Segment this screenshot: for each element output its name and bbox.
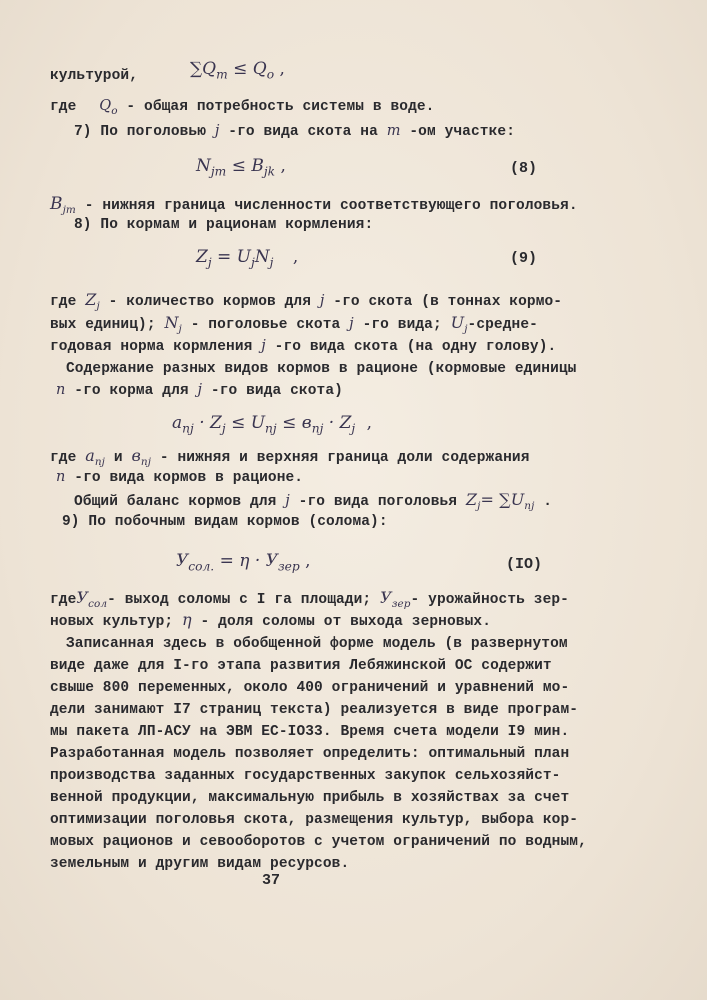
subscript: jm [62,203,76,216]
text: земельным и другим видам ресурсов. [50,856,350,872]
text: где [50,450,77,466]
symbol: η [182,610,192,629]
text: Содержание разных видов кормов в рационе (кормовые единицы [66,361,577,377]
text: -го вида скота на [228,124,378,140]
subscript: j [221,421,226,436]
formula-part: · Z [199,413,222,433]
text-line [50,66,138,86]
text: производства заданных государственных закупок сельхозяйст- [50,768,561,784]
symbol: m [386,123,401,139]
text-line [50,854,349,874]
text-line [50,610,491,632]
text-line [50,656,552,676]
text: -го корма для [74,383,189,399]
text: где [50,592,77,608]
formula-part: · Z [328,413,352,433]
text: 8) По кормам и рационам кормления: [74,217,374,233]
symbol: j [319,293,325,309]
formula-part: a [172,413,183,433]
text-line [62,512,388,532]
text: виде даже для I-го этапа развития Лебяжинской ОС содержит [50,658,552,674]
formula-9: $Z_j = U_jN_j$ , [196,247,299,270]
symbol: У [76,588,89,607]
text: -го вида скота) [210,383,343,399]
subscript: o [111,104,118,117]
subscript: j [477,499,481,512]
subscript: jk [263,164,276,179]
text-line [74,215,373,235]
subscript: зер [277,559,300,574]
subscript: j [96,299,100,312]
symbol: У [380,588,392,607]
text-line [50,678,569,698]
text: Записанная здесь в обобщенной форме модель (в развернутом [66,636,568,652]
formula-sum-water: $\sum Q_m \le Q_o$ , [190,59,285,82]
subscript: o [266,67,275,82]
text-line [50,380,343,401]
text: венной продукции, максимальную прибыль в хозяйствах за счет [50,790,570,806]
subscript: nj [94,455,106,468]
text: -ом участке: [409,124,515,140]
text: и [113,450,123,466]
text: - доля соломы от выхода зерновых. [200,614,491,630]
text-line [50,467,303,488]
text: - поголовье скота [190,317,341,333]
formula-part: ≤ U [231,413,266,433]
formula-8: $N_{jm} \le B_{jk}$ , [196,156,286,179]
text: - нижняя и верхняя граница доли содержания [159,450,530,466]
subscript: j [464,322,468,335]
text: 9) По побочным видам кормов (солома): [62,514,388,530]
symbol: в [131,446,141,465]
page-number: 37 [262,872,281,889]
equation-number: (8) [510,160,538,177]
text-line [66,359,576,379]
text: где [50,294,77,310]
subscript: nj [265,421,277,436]
symbol: N [164,313,179,332]
text-line [50,832,587,852]
text: мы пакета ЛП-АСУ на ЭВМ ЕС-IO33. Время счета модели I9 мин. [50,724,570,740]
formula-part: N [254,247,270,267]
formula-part: = U [217,247,251,267]
text: - выход соломы с I га площади; [107,592,372,608]
formula-part: = η · У [219,551,278,571]
text: мовых рационов и севооборотов с учетом ограничений по водным, [50,834,587,850]
text: - количество кормов для [108,294,312,310]
subscript: nj [311,421,324,436]
text: -го скота (в тоннах кормо- [333,294,563,310]
text: годовая норма кормления [50,339,253,355]
text-line: Общий баланс кормов для j -го вида поголовья $Z_j= \sum U_{nj}$ . [74,490,553,512]
symbol: Q [99,98,112,114]
equation-number: (IO) [506,556,543,573]
formula-part: ≤ в [282,413,312,433]
subscript: nj [140,455,152,468]
text: свыше 800 переменных, около 400 ограничений и уравнений мо- [50,680,570,696]
symbol: B [50,194,63,214]
text-line [66,634,568,654]
formula-part: ∑Q [190,59,217,79]
equation-number: (9) [510,250,538,267]
subscript: nj [182,421,194,436]
symbol: j [261,338,266,354]
text: где [50,99,77,115]
subscript: jm [210,164,227,179]
text-line [50,722,569,742]
formula-part: Z [196,247,208,267]
symbol: j [349,316,354,332]
symbol: j [197,382,203,398]
text-line [50,788,569,808]
text: -го вида кормов в рационе. [74,470,304,486]
text-line [50,810,578,830]
text: - урожайность зер- [410,592,569,608]
text: культурой, [50,68,139,84]
text: оптимизации поголовья скота, размещения культур, выбора кор- [50,812,579,828]
formula-part: N [196,156,211,176]
subscript: nj [524,499,535,512]
text: Разработанная модель позволяет определить: оптимальный план [50,746,570,762]
text: 7) По поголовью [74,124,207,140]
symbol: n [56,382,66,398]
text: новых культур; [50,614,174,630]
text-line [50,96,434,121]
formula-part: ≤ Q [233,59,267,79]
formula-part: ≤ B [231,156,264,176]
subscript: j [207,255,212,270]
symbol: j [214,123,220,139]
subscript: j [178,322,182,335]
symbol: Z [85,290,97,309]
symbol: Z [465,490,478,509]
formula-10: $У_{сол.} = \eta \cdot У_{зер}$ , [176,551,311,574]
symbol: j [285,493,290,509]
text-line [50,313,538,339]
text: -го вида поголовья [298,494,458,510]
text: вых единиц); [50,317,156,333]
text-line [74,121,515,142]
symbol: a [85,446,95,465]
subscript: j [269,255,274,270]
subscript: зер [391,597,411,610]
text: -го вида; [362,317,442,333]
text: - общая потребность системы в воде. [126,99,435,115]
text-line [50,700,578,720]
text: Общий баланс кормов для [74,494,277,510]
text-line [50,336,556,357]
subscript: сол [88,597,108,610]
symbol: U [450,313,465,332]
formula-ration: $a_{nj} \cdot Z_j \le U_{nj} \le в_{nj} \cdot Z_j$ , [172,413,373,436]
subscript: сол. [188,559,215,574]
subscript: j [251,255,255,270]
symbol: n [56,469,66,485]
subscript: j [351,421,356,436]
text-line [50,744,569,764]
text-line [50,766,560,786]
text: дели занимают I7 страниц текста) реализуется в виде програм- [50,702,579,718]
formula-part: У [176,551,189,571]
text-line [50,290,562,316]
text: -средне- [467,317,538,333]
text: -го вида скота (на одну голову). [274,339,557,355]
subscript: m [216,67,228,82]
text: - нижняя граница численности соответствующего поголовья. [84,198,578,214]
symbol: = ∑U [480,490,525,509]
